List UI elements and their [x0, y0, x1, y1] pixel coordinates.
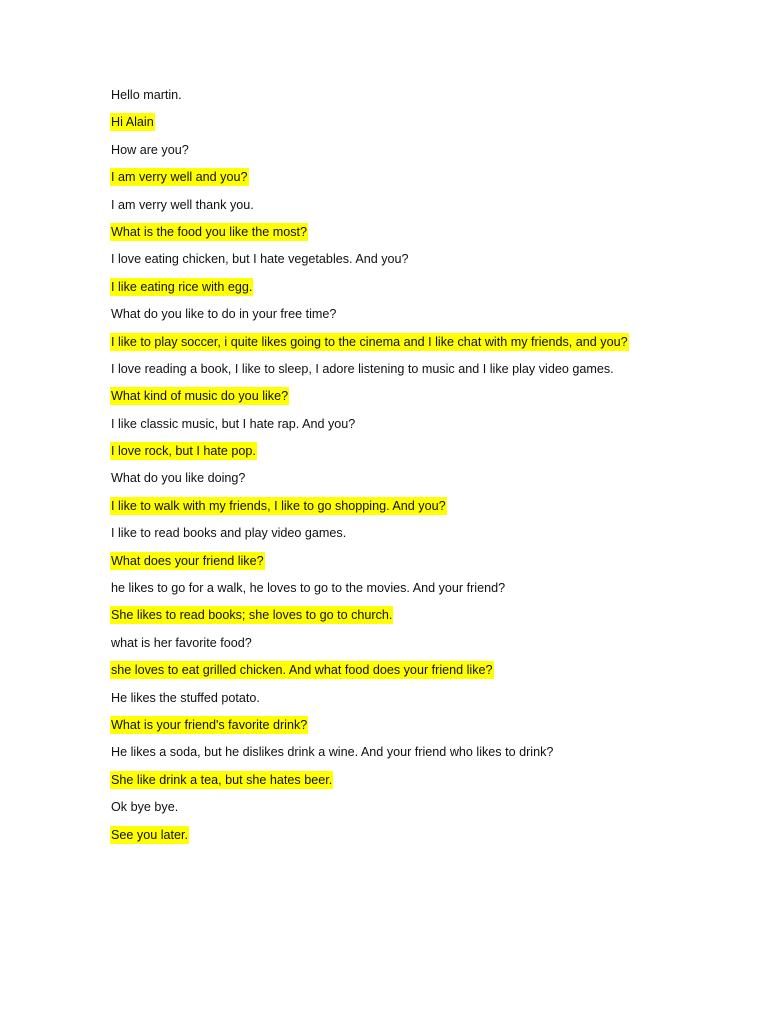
dialogue-line-text: What does your friend like?: [111, 553, 264, 568]
dialogue-line-text: How are you?: [111, 142, 189, 157]
dialogue-line-text: Hi Alain: [111, 115, 154, 130]
highlighted-dialogue-line: [110, 442, 629, 469]
dialogue-line-text: Ok bye bye.: [111, 800, 179, 815]
dialogue-line-text: I am verry well and you?: [111, 170, 248, 185]
highlighted-dialogue-line: [110, 606, 629, 633]
dialogue-line: [110, 689, 629, 716]
dialogue-line: [110, 469, 629, 496]
highlighted-dialogue-line: [110, 333, 629, 360]
dialogue-line-text: I love reading a book, I like to sleep, I adore listening to music and I like play video games.: [111, 361, 614, 376]
highlighted-dialogue-line: [110, 771, 629, 798]
dialogue-line-text: I like classic music, but I hate rap. And you?: [111, 416, 356, 431]
dialogue-line-text: He likes the stuffed potato.: [111, 690, 260, 705]
dialogue-line-text: I love eating chicken, but I hate vegetables. And you?: [111, 252, 409, 267]
highlighted-dialogue-line: [110, 278, 629, 305]
dialogue-line: [110, 634, 629, 661]
dialogue-line-text: I like to read books and play video games.: [111, 526, 347, 541]
dialogue-line-text: She like drink a tea, but she hates beer.: [111, 772, 333, 787]
dialogue-line-text: I like to walk with my friends, I like to go shopping. And you?: [111, 498, 446, 513]
dialogue-line-text: What kind of music do you like?: [111, 389, 289, 404]
highlighted-dialogue-line: [110, 168, 629, 195]
dialogue-line: [110, 798, 629, 825]
dialogue-line-text: he likes to go for a walk, he loves to go to the movies. And your friend?: [111, 581, 506, 596]
dialogue-line: [110, 196, 629, 223]
dialogue-line-text: What do you like to do in your free time?: [111, 307, 337, 322]
dialogue-line: [110, 305, 629, 332]
dialogue-line: [110, 743, 629, 770]
dialogue-line: [110, 360, 629, 387]
dialogue-line-text: What is the food you like the most?: [111, 224, 308, 239]
dialogue-line-text: What is your friend's favorite drink?: [111, 717, 308, 732]
highlighted-dialogue-line: [110, 661, 629, 688]
dialogue-line: [110, 86, 629, 113]
dialogue-text: [110, 86, 629, 853]
dialogue-line: [110, 415, 629, 442]
dialogue-line-text: See you later.: [111, 827, 189, 842]
dialogue-line-text: He likes a soda, but he dislikes drink a wine. And your friend who likes to drink?: [111, 745, 554, 760]
dialogue-line-text: I love rock, but I hate pop.: [111, 444, 256, 459]
highlighted-dialogue-line: [110, 716, 629, 743]
dialogue-line-text: I like eating rice with egg.: [111, 279, 253, 294]
highlighted-dialogue-line: [110, 552, 629, 579]
dialogue-line-text: I like to play soccer, i quite likes going to the cinema and I like chat with my friends, and you?: [111, 334, 628, 349]
dialogue-line: [110, 579, 629, 606]
highlighted-dialogue-line: [110, 113, 629, 140]
dialogue-line-text: what is her favorite food?: [111, 635, 252, 650]
highlighted-dialogue-line: [110, 387, 629, 414]
dialogue-line-text: I am verry well thank you.: [111, 197, 254, 212]
dialogue-line-text: What do you like doing?: [111, 471, 246, 486]
dialogue-line-text: Hello martin.: [111, 88, 182, 102]
dialogue-line: [110, 524, 629, 551]
dialogue-line: [110, 141, 629, 168]
highlighted-dialogue-line: [110, 223, 629, 250]
dialogue-line-text: She likes to read books; she loves to go to church.: [111, 608, 393, 623]
dialogue-line-text: she loves to eat grilled chicken. And what food does your friend like?: [111, 663, 493, 678]
dialogue-line: [110, 250, 629, 277]
highlighted-dialogue-line: [110, 497, 629, 524]
highlighted-dialogue-line: [110, 826, 629, 853]
